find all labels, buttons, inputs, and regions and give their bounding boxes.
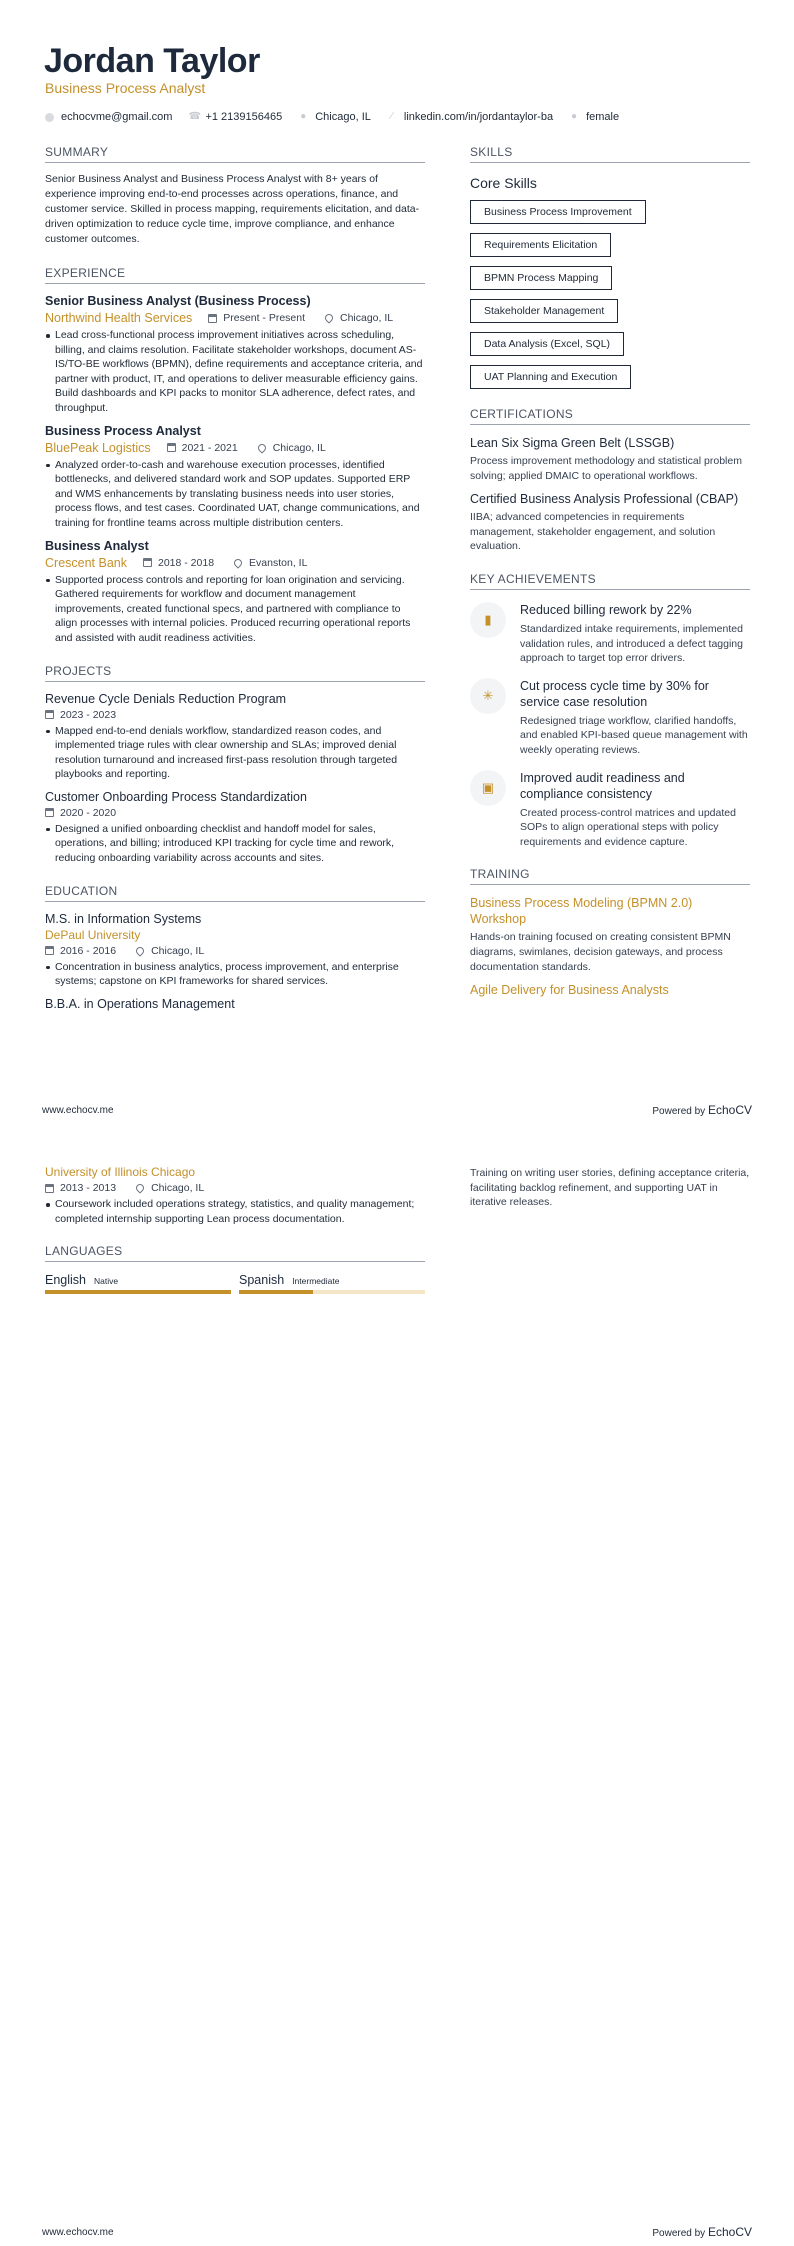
calendar-icon: [208, 314, 217, 323]
monitor-icon: ▣: [470, 770, 506, 806]
certification-entry: [470, 491, 750, 554]
job-dates: 2018 - 2018: [157, 556, 215, 569]
left-column: [45, 145, 425, 1011]
certification-title: Lean Six Sigma Green Belt (LSSGB): [470, 436, 675, 450]
job-title: Business Process Analyst: [45, 423, 201, 438]
calendar-icon: [167, 443, 176, 452]
job-title: Business Analyst: [45, 538, 149, 553]
achievement-desc: Created process-control matrices and updated SOPs to align operational steps with policy requirements and evidence capture.: [520, 806, 736, 848]
experience-section: [45, 266, 425, 646]
summary-section: [45, 145, 425, 247]
footer-brand[interactable]: EchoCV: [707, 1103, 752, 1117]
right-column: [470, 145, 750, 998]
languages-section: [45, 1244, 425, 1294]
school-name: University of Illinois Chicago: [45, 1165, 196, 1179]
section-title: KEY ACHIEVEMENTS: [470, 572, 750, 590]
school-name: DePaul University: [45, 927, 141, 942]
certification-title: Certified Business Analysis Professional (CBAP): [470, 492, 739, 507]
sparkle-icon: ✳: [470, 678, 506, 714]
projects-section: [45, 664, 425, 866]
job-location: Chicago, IL: [340, 312, 394, 324]
footer-powered-by: Powered by EchoCV: [652, 1103, 752, 1117]
achievement-desc: Standardized intake requirements, implemented validation rules, and introduced a defect tagging approach to target top error drivers.: [520, 622, 743, 665]
company-name: BluePeak Logistics: [45, 440, 151, 455]
language-entry: [45, 1273, 231, 1294]
left-column: [45, 1165, 425, 1294]
company-name: Crescent Bank: [45, 555, 127, 570]
calendar-icon: [45, 946, 54, 955]
calendar-icon: [45, 808, 54, 817]
contact-linkedin[interactable]: ∕ linkedin.com/in/jordantaylor-ba: [387, 111, 553, 123]
education-dates: 2013 - 2013: [60, 1182, 117, 1194]
education-bullet: Concentration in business analytics, process improvement, and enterprise systems; capstone on KPI frameworks for shared services.: [45, 960, 425, 989]
certifications-section: [470, 407, 750, 554]
calendar-icon: [45, 710, 54, 719]
degree-title: B.B.A. in Operations Management: [45, 996, 235, 1011]
link-icon: ∕: [391, 111, 393, 122]
candidate-name: Jordan Taylor: [44, 42, 260, 80]
project-dates: 2023 - 2023: [60, 708, 117, 721]
chat-icon: ▮: [470, 602, 506, 638]
project-entry: [45, 692, 425, 782]
contact-email[interactable]: echocvme@gmail.com: [45, 111, 172, 123]
skill-tag: Business Process Improvement: [470, 200, 646, 224]
contact-bar: [45, 108, 635, 126]
language-level: Native: [94, 1276, 119, 1287]
job-entry: [45, 539, 425, 646]
certification-desc: IIBA; advanced competencies in requirements management, stakeholder engagement, and solution evaluation.: [470, 511, 716, 553]
resume-page-2: [0, 1123, 794, 2246]
education-location: Chicago, IL: [151, 944, 205, 957]
footer-powered-by: Powered by EchoCV: [652, 2225, 752, 2239]
training-entry: [470, 895, 750, 974]
section-title: CERTIFICATIONS: [470, 407, 750, 425]
job-bullet: Supported process controls and reporting for loan origination and servicing. Gathered requirements for workflow and document management improvements, created functional specs, and partnered with compliance to align processes with internal policies. Produced recurring operational reports and assisted with audit readiness activities.: [45, 573, 425, 646]
language-level: Intermediate: [292, 1276, 340, 1287]
achievement-title: Cut process cycle time by 30% for service case resolution: [520, 678, 709, 709]
section-title: SUMMARY: [45, 145, 425, 163]
achievement-entry: [470, 770, 750, 850]
education-dates: 2016 - 2016: [60, 944, 117, 957]
language-name: Spanish: [239, 1273, 285, 1288]
language-proficiency-bar: [239, 1290, 425, 1294]
job-title: Senior Business Analyst (Business Process): [45, 294, 311, 308]
training-desc: Hands-on training focused on creating consistent BPMN diagrams, swimlanes, decision gateways, and process documentation standards.: [470, 931, 731, 973]
location-icon: [134, 945, 145, 956]
language-proficiency-fill: [45, 1290, 231, 1294]
skill-tag: Requirements Elicitation: [470, 233, 611, 257]
right-column: [470, 1166, 750, 1210]
project-title: Customer Onboarding Process Standardization: [45, 789, 307, 804]
job-location: Evanston, IL: [249, 556, 308, 569]
location-icon: [232, 557, 243, 568]
section-title: LANGUAGES: [45, 1244, 425, 1262]
project-dates: 2020 - 2020: [60, 806, 117, 819]
location-icon: ●: [300, 111, 307, 122]
summary-text: Senior Business Analyst and Business Process Analyst with 8+ years of experience improving end-to-end processes across operations, finance, and customer service. Skilled in process mapping, requirements elicitation, and data-driven optimization to reduce cycle time, improve compliance, and enhance customer outcomes.: [45, 173, 420, 245]
page-footer: [0, 2227, 794, 2246]
certification-entry: [470, 435, 750, 483]
section-title: PROJECTS: [45, 664, 425, 682]
phone-icon: ☎: [188, 111, 201, 122]
training-title: Agile Delivery for Business Analysts: [470, 983, 669, 998]
footer-site-link[interactable]: www.echocv.me: [42, 2227, 114, 2238]
job-entry: [45, 294, 425, 416]
certification-desc: Process improvement methodology and statistical problem solving; applied DMAIC to operational workflows.: [470, 455, 742, 482]
project-title: Revenue Cycle Denials Reduction Program: [45, 691, 287, 706]
section-title: EDUCATION: [45, 884, 425, 902]
job-meta: [45, 556, 425, 570]
degree-title: M.S. in Information Systems: [45, 911, 202, 926]
skills-list: [470, 191, 750, 389]
achievement-title: Reduced billing rework by 22%: [520, 602, 692, 617]
footer-site-link[interactable]: www.echocv.me: [42, 1105, 114, 1116]
job-entry: [45, 424, 425, 531]
education-entry: [45, 912, 425, 989]
language-entry: [239, 1273, 425, 1294]
calendar-icon: [143, 558, 152, 567]
job-location: Chicago, IL: [272, 441, 326, 454]
person-icon: ●: [571, 111, 578, 122]
job-bullet: Analyzed order-to-cash and warehouse execution processes, identified bottlenecks, and delivered standard work and SOP updates. Supported ERP and WMS enhancements by translating business needs into user stories, process flows, and test cases. Coordinated UAT, change communications, and training for frontline teams across multiple distribution centers.: [45, 458, 425, 531]
skill-tag: Stakeholder Management: [470, 299, 618, 323]
skill-tag: Data Analysis (Excel, SQL): [470, 332, 624, 356]
footer-brand[interactable]: EchoCV: [707, 2225, 752, 2239]
job-meta: [45, 311, 425, 325]
education-entry-continued: [45, 1165, 425, 1226]
languages-list: [45, 1273, 425, 1294]
job-bullet: Lead cross-functional process improvement initiatives across scheduling, billing, and claims resolution. Facilitate stakeholder workshops, document AS-IS/TO-BE workflows (BPMN), define requirements and acceptance criteria, and partner with product, IT, and operations to deliver measurable efficiency gains. Build dashboards and KPI packs to monitor SLA adherence, defect rates, and throughput.: [45, 328, 425, 416]
skills-group-title: Core Skills: [470, 175, 537, 191]
job-dates: Present - Present: [223, 312, 305, 324]
company-name: Northwind Health Services: [45, 311, 193, 325]
achievement-desc: Redesigned triage workflow, clarified handoffs, and enabled KPI-based queue management with weekly operating reviews.: [520, 714, 748, 756]
achievement-entry: [470, 678, 750, 758]
language-name: English: [45, 1273, 86, 1288]
project-entry: [45, 790, 425, 866]
contact-gender: ● female: [571, 111, 620, 123]
skill-tag: UAT Planning and Execution: [470, 365, 631, 389]
section-title: SKILLS: [470, 145, 750, 163]
project-bullet: Mapped end-to-end denials workflow, standardized reason codes, and implemented triage rules with clear ownership and SLAs; improved denial resolution turnaround and increased first-pass resolution through targeted playbooks and reporting.: [45, 724, 425, 782]
calendar-icon: [45, 1184, 54, 1193]
location-icon: [256, 442, 267, 453]
achievement-entry: [470, 602, 750, 666]
education-location: Chicago, IL: [151, 1182, 205, 1194]
skills-section: [470, 145, 750, 389]
email-icon: [45, 113, 54, 122]
page-footer: [0, 1105, 794, 1125]
training-title: Business Process Modeling (BPMN 2.0) Workshop: [470, 896, 693, 927]
education-section: [45, 884, 425, 1011]
project-bullet: Designed a unified onboarding checklist and handoff model for sales, operations, and billing; introduced KPI tracking for cycle time and rework, reducing onboarding variability across accounts and sites.: [45, 822, 425, 866]
section-title: TRAINING: [470, 867, 750, 885]
job-dates: 2021 - 2021: [181, 441, 238, 454]
training-desc: Training on writing user stories, defining acceptance criteria, facilitating backlog refinement, and supporting UAT in iterative releases.: [470, 1167, 750, 1209]
achievements-section: [470, 572, 750, 849]
section-title: EXPERIENCE: [45, 266, 425, 284]
achievement-title: Improved audit readiness and compliance consistency: [520, 770, 685, 801]
skill-tag: BPMN Process Mapping: [470, 266, 612, 290]
location-icon: [134, 1182, 145, 1193]
candidate-role: Business Process Analyst: [45, 80, 206, 96]
training-section: [470, 867, 750, 998]
language-proficiency-bar: [45, 1290, 231, 1294]
location-icon: [323, 312, 334, 323]
contact-phone[interactable]: ☎ +1 2139156465: [188, 111, 283, 123]
job-meta: [45, 441, 425, 455]
education-bullet: Coursework included operations strategy, statistics, and quality management; completed internship supporting Lean process documentation.: [45, 1197, 425, 1226]
contact-location: ● Chicago, IL: [300, 111, 371, 123]
language-proficiency-fill: [239, 1290, 313, 1294]
